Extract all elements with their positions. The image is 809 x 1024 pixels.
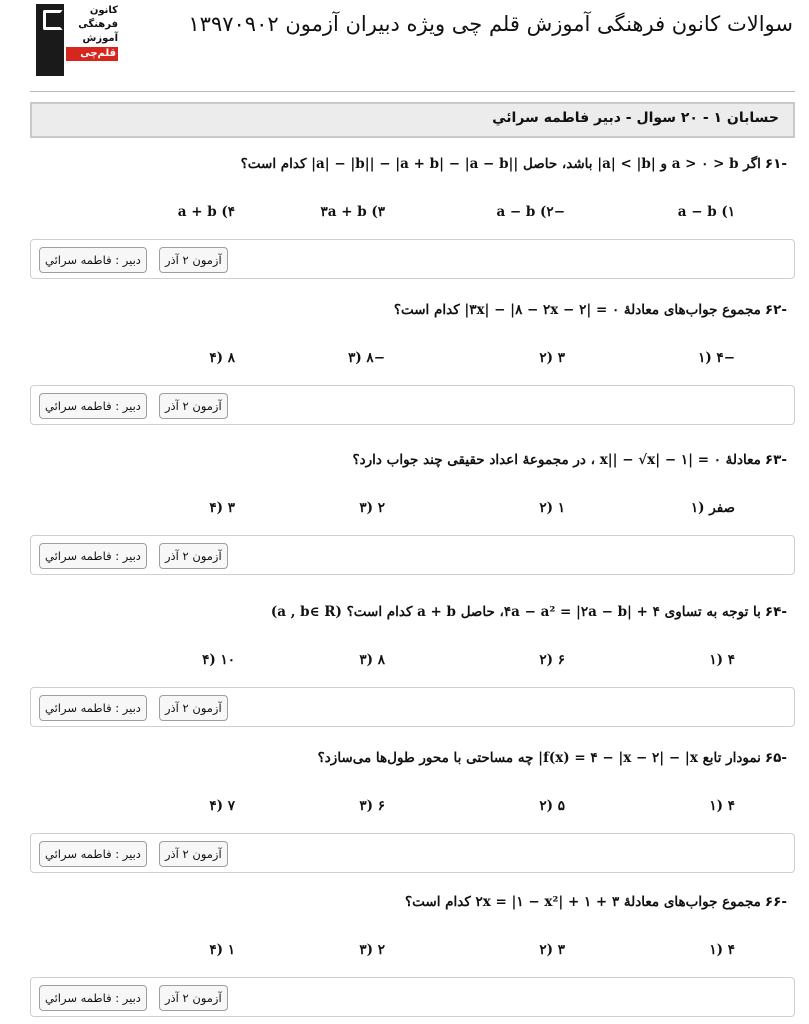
question-footer (30, 977, 795, 1017)
option-2: ۳ (۲ (539, 350, 565, 366)
question-63 (30, 442, 795, 582)
exam-tag[interactable]: آزمون ۲ آذر (159, 985, 228, 1011)
option-3: ۳a + b (۳ (320, 204, 385, 220)
question-64 (30, 594, 795, 734)
question-text: -۶۴با توجه به تساوی ۴a − a² = |۲a − b| + ۴، حاصل a + b کدام است؟ (a , b∈ R) (270, 604, 787, 620)
exam-tag[interactable]: آزمون ۲ آذر (159, 695, 228, 721)
option-3: ۲ (۳ (359, 942, 385, 958)
option-4: ۱۰ (۴ (202, 652, 235, 668)
option-4: ۸ (۴ (209, 350, 235, 366)
question-text: -۶۱اگر a > ۰ > b و |a| < |b| باشد، حاصل ||a| − |b|| − |a + b| − |a − b| کدام است؟ (240, 156, 787, 172)
question-text: -۶۵نمودار تابع f(x) = ۴ − |x − ۲| − |x| چه مساحتی با محور طول‌ها می‌سازد؟ (317, 750, 787, 766)
question-61 (30, 146, 795, 286)
question-footer (30, 385, 795, 425)
option-2: ۶ (۲ (539, 652, 565, 668)
question-text: -۶۶مجموع جواب‌های معادلهٔ ۳ + ۲x = |۱ − x²| + ۱ کدام است؟ (404, 894, 787, 910)
option-3: −۸ (۳ (348, 350, 385, 366)
question-footer (30, 535, 795, 575)
question-footer (30, 833, 795, 873)
kanoon-logo (36, 4, 118, 78)
page-title: سوالات کانون فرهنگی آموزش قلم چی ویژه دبیران آزمون ۱۳۹۷۰۹۰۲ (188, 12, 793, 36)
option-1: صفر (۱ (690, 500, 735, 516)
option-2: −a − b (۲ (496, 204, 565, 220)
exam-tag[interactable]: آزمون ۲ آذر (159, 393, 228, 419)
option-2: ۱ (۲ (539, 500, 565, 516)
teacher-tag[interactable]: دبیر : فاطمه سرائي (39, 247, 147, 273)
teacher-tag[interactable]: دبیر : فاطمه سرائي (39, 695, 147, 721)
header-divider (30, 91, 795, 92)
option-1: ۴ (۱ (709, 798, 735, 814)
teacher-tag[interactable]: دبیر : فاطمه سرائي (39, 393, 147, 419)
teacher-tag[interactable]: دبیر : فاطمه سرائي (39, 543, 147, 569)
option-4: ۱ (۴ (209, 942, 235, 958)
exam-tag[interactable]: آزمون ۲ آذر (159, 841, 228, 867)
option-1: ۴ (۱ (709, 652, 735, 668)
question-62 (30, 292, 795, 432)
option-1: −۴ (۱ (698, 350, 735, 366)
section-label: حسابان ۱ - ۲۰ سوال - دبیر فاطمه سرائي (492, 110, 779, 126)
option-4: ۷ (۴ (209, 798, 235, 814)
option-1: ۴ (۱ (709, 942, 735, 958)
logo-mark-icon (36, 4, 64, 76)
option-3: ۸ (۳ (359, 652, 385, 668)
teacher-tag[interactable]: دبیر : فاطمه سرائي (39, 985, 147, 1011)
option-1: a − b (۱ (677, 204, 735, 220)
question-66 (30, 884, 795, 1024)
option-4: ۳ (۴ (209, 500, 235, 516)
question-footer (30, 239, 795, 279)
option-2: ۳ (۲ (539, 942, 565, 958)
question-text: -۶۳معادلهٔ ۰ = |۱ − |x|| − √x ، در مجموعهٔ اعداد حقیقی چند جواب دارد؟ (352, 452, 787, 468)
option-4: a + b (۴ (177, 204, 235, 220)
exam-tag[interactable]: آزمون ۲ آذر (159, 543, 228, 569)
question-footer (30, 687, 795, 727)
option-2: ۵ (۲ (539, 798, 565, 814)
option-3: ۲ (۳ (359, 500, 385, 516)
question-65 (30, 740, 795, 880)
option-3: ۶ (۳ (359, 798, 385, 814)
teacher-tag[interactable]: دبیر : فاطمه سرائي (39, 841, 147, 867)
section-header (30, 102, 795, 138)
question-text: -۶۲مجموع جواب‌های معادلهٔ ۰ = |۲ − ۳x| − |۸ − ۲x| کدام است؟ (393, 302, 787, 318)
logo-text: کانون فرهنگی آموزش قلم‌چی (66, 4, 118, 61)
page-header (0, 0, 809, 92)
exam-tag[interactable]: آزمون ۲ آذر (159, 247, 228, 273)
